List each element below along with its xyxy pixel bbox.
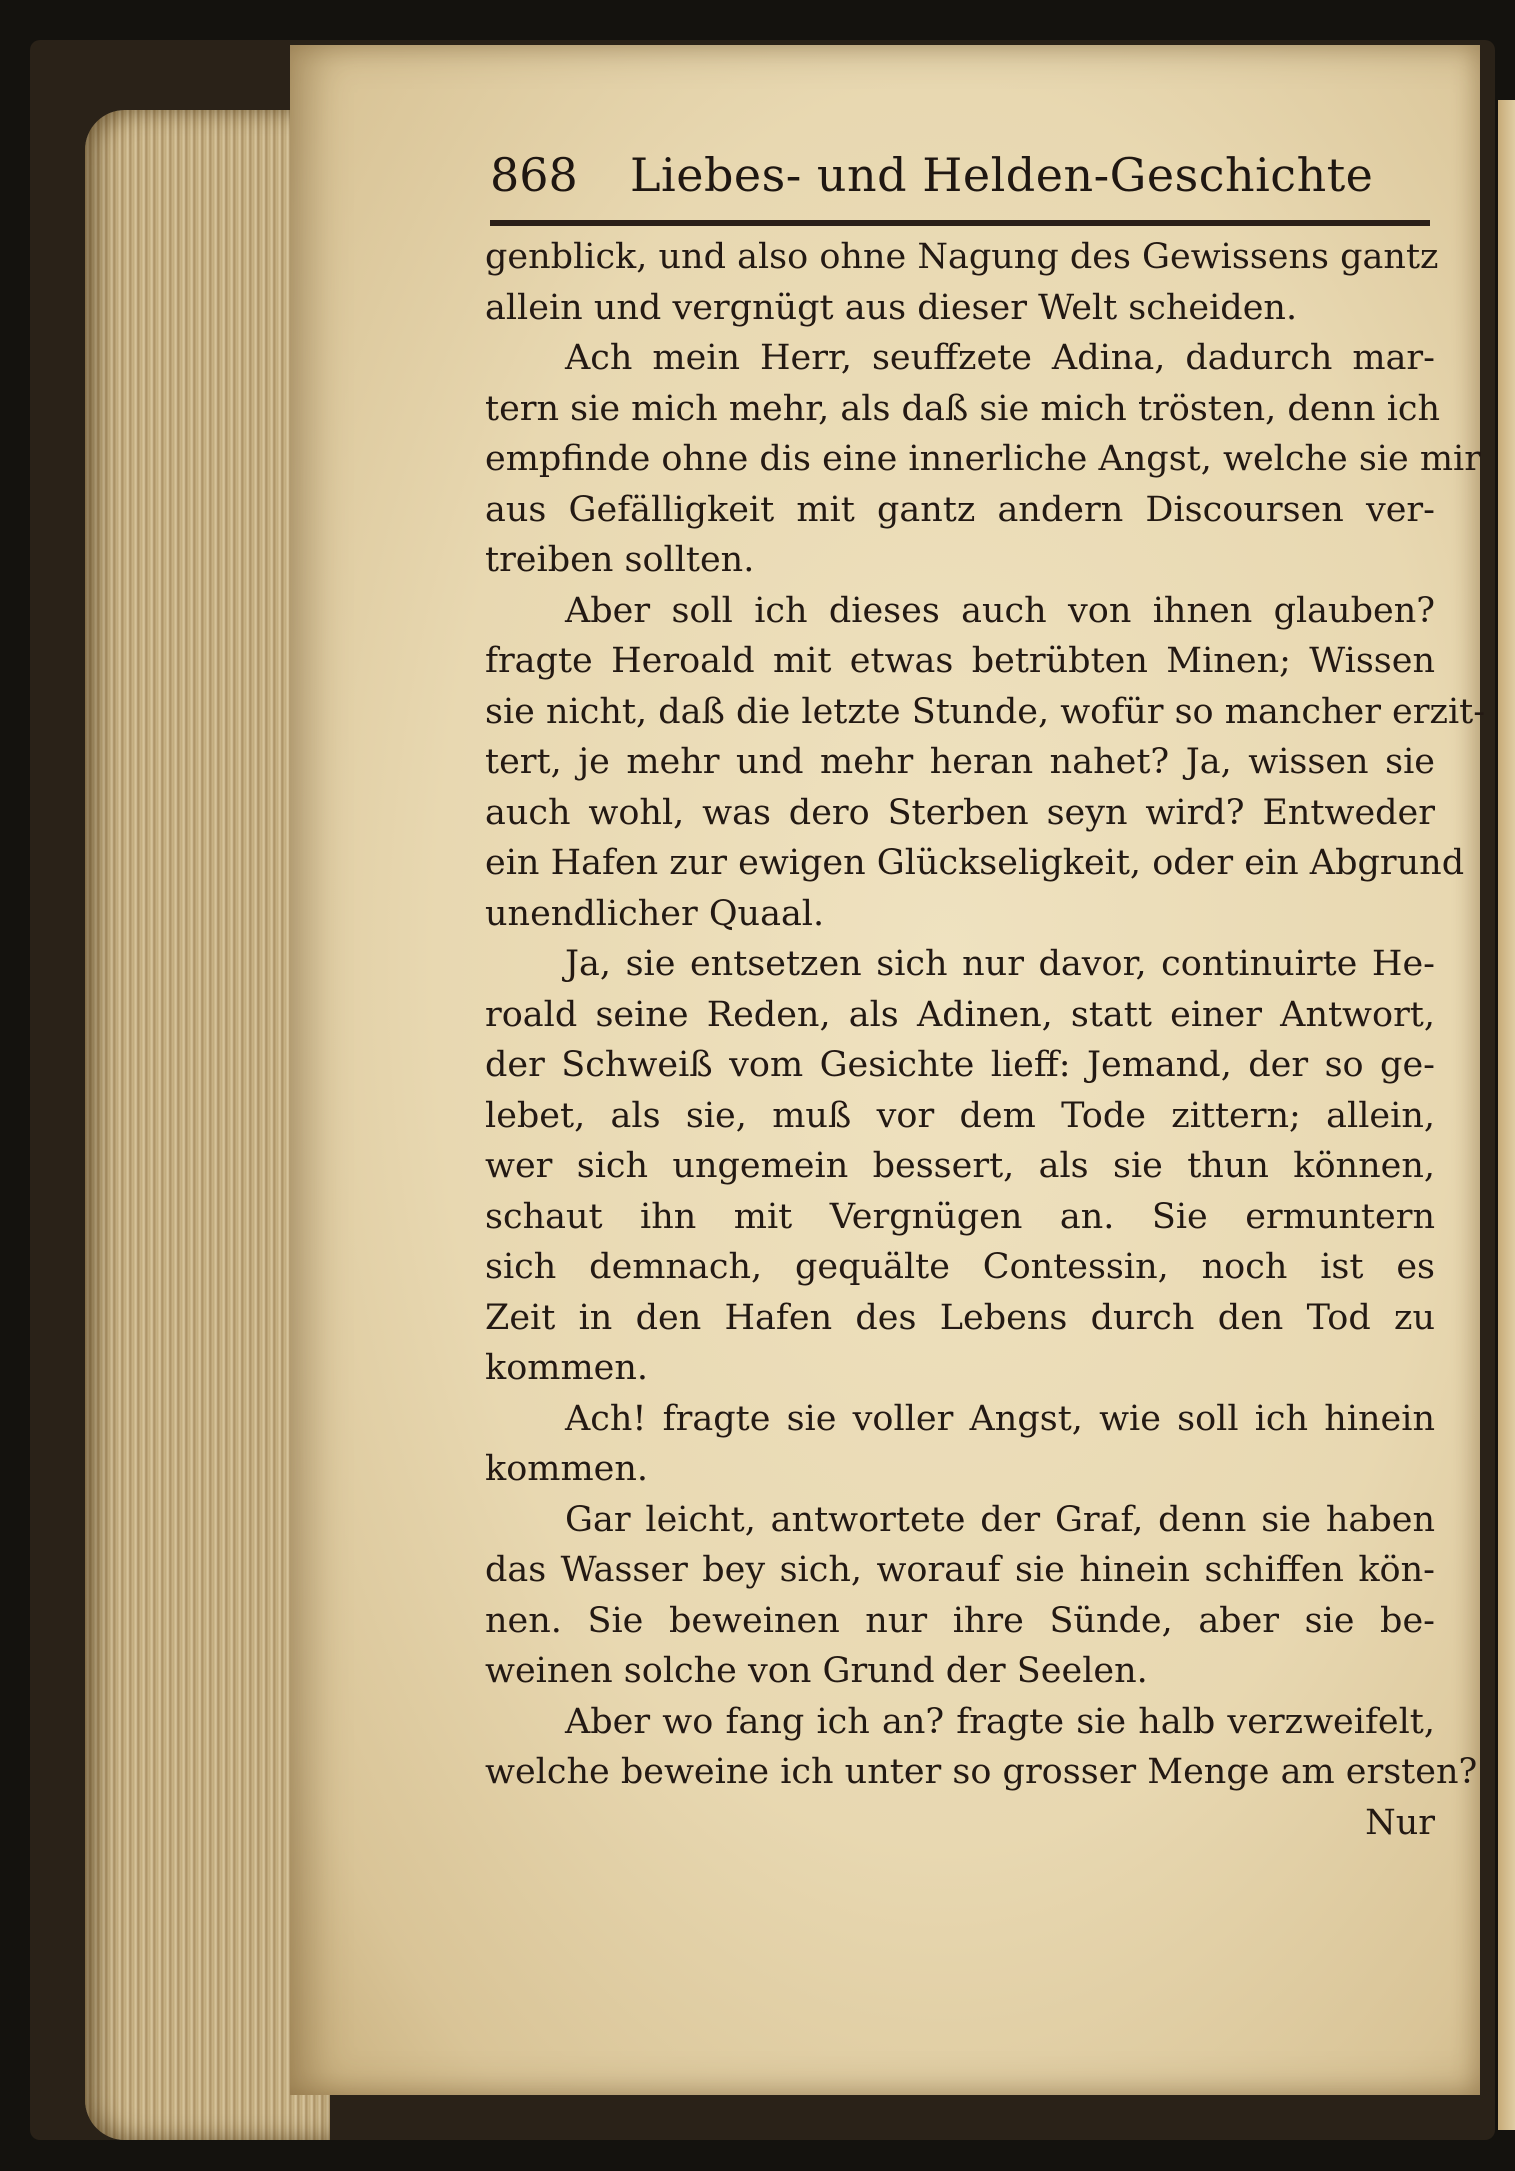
header-rule [490,220,1430,226]
text-line: Zeit in den Hafen des Lebens durch den Tod zu [485,1297,1435,1338]
running-title: Liebes- und Helden-Geschichte [630,148,1374,202]
text-line: sie nicht, daß die letzte Stunde, wofür so mancher erzit- [485,691,1486,732]
text-line: Ach! fragte sie voller Angst, wie soll ich hinein [565,1398,1435,1439]
page-number: 868 [490,148,578,202]
text-line: empfinde ohne dis eine innerliche Angst, welche sie mir [485,439,1481,479]
text-line: Aber soll ich dieses auch von ihnen glauben? [565,590,1435,631]
text-line: tert, je mehr und mehr heran nahet? Ja, wissen sie [485,742,1435,782]
text-line: treiben sollten. [485,540,755,580]
text-line: Ach mein Herr, seuffzete Adina, dadurch mar- [565,338,1435,378]
text-line: unendlicher Quaal. [485,893,825,934]
text-line: nen. Sie beweinen nur ihre Sünde, aber sie be- [485,1600,1435,1641]
text-line: tern sie mich mehr, als daß sie mich trösten, denn ich [485,388,1441,429]
text-line: der Schweiß vom Gesichte lieff: Jemand, der so ge- [485,1045,1435,1085]
facing-page-edge [1498,100,1515,2130]
text-line: kommen. [485,1449,649,1489]
text-line: Aber wo fang ich an? fragte sie halb verzweifelt, [565,1701,1435,1742]
text-line: Ja, sie entsetzen sich nur davor, continuirte He- [565,944,1435,984]
text-line: schaut ihn mit Vergnügen an. Sie ermuntern [485,1196,1435,1237]
body-text [485,232,1486,1848]
text-line: aus Gefälligkeit mit gantz andern Discoursen ver- [485,489,1435,530]
text-line: allein und vergnügt aus dieser Welt scheiden. [485,287,1298,328]
text-line: fragte Heroald mit etwas betrübten Minen; Wissen [485,641,1435,681]
text-line: lebet, als sie, muß vor dem Tode zittern; allein, [485,1095,1435,1136]
text-line: Gar leicht, antwortete der Graf, denn sie haben [565,1499,1435,1540]
text-line: roald seine Reden, als Adinen, statt einer Antwort, [485,994,1435,1035]
text-line: kommen. [485,1348,649,1388]
text-line: weinen solche von Grund der Seelen. [485,1651,1148,1691]
text-line: sich demnach, gequälte Contessin, noch ist es [485,1247,1435,1287]
text-line: das Wasser bey sich, worauf sie hinein schiffen kön- [485,1550,1435,1590]
text-line: wer sich ungemein bessert, als sie thun können, [485,1146,1435,1186]
text-line: ein Hafen zur ewigen Glückseligkeit, oder ein Abgrund [485,843,1465,883]
text-line: genblick, und also ohne Nagung des Gewissens gantz [485,237,1439,277]
text-line: welche beweine ich unter so grosser Menge am ersten? [485,1752,1478,1792]
text-line: auch wohl, was dero Sterben seyn wird? Entweder [485,792,1435,833]
catchword: Nur [1365,1802,1435,1843]
page-header [490,148,1430,218]
